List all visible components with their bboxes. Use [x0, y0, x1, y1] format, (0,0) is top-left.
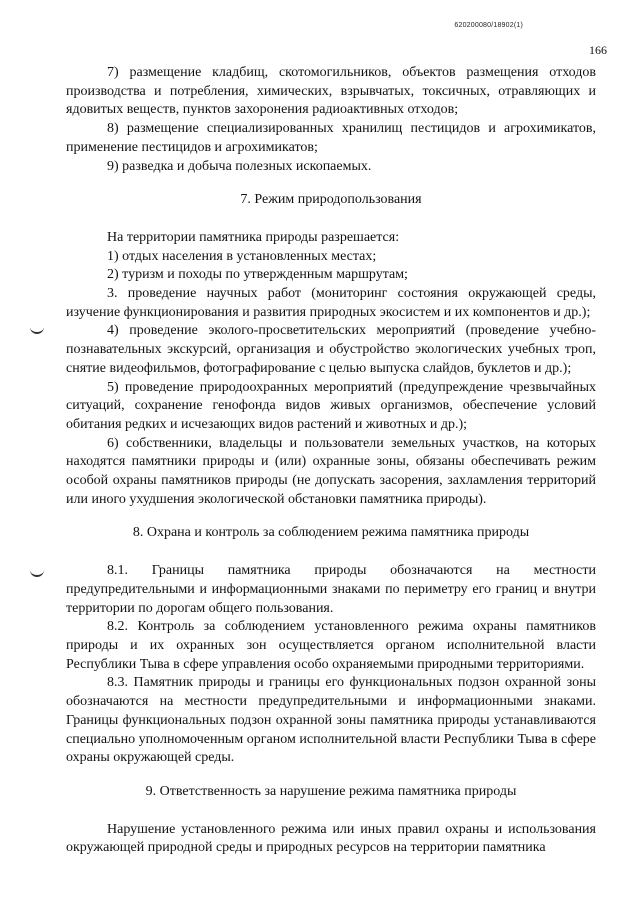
list-item: 8) размещение специализированных хранилищ пестицидов и агрохимикатов, применение пестицидов и агрохимикатов;: [66, 121, 596, 155]
list-item: 9) разведка и добыча полезных ископаемых.: [107, 158, 372, 174]
list-item: 2) туризм и походы по утвержденным маршрутам;: [107, 267, 408, 283]
list-item: 4) проведение эколого-просветительских мероприятий (проведение учебно-познавательных экскурсий, организация и обустройство экологических учебных троп, снятие видеофильмов, фотографирование с целью выпуска слайдов, буклетов и др.);: [66, 323, 596, 376]
margin-mark: [30, 569, 44, 577]
page-number: 166: [589, 43, 607, 57]
list-item: 7) размещение кладбищ, скотомогильников, объектов размещения отходов производства и потребления, химических, взрывчатых, токсичных, отравляющих и ядовитых веществ, пунктов захоронения радиоактивных отходов;: [66, 65, 596, 118]
paragraph: 8.1. Границы памятника природы обозначаются на местности предупредительными и информационными знаками по периметру его границ и внутри территории по дорогам общего пользования.: [66, 563, 596, 616]
section-heading-8: 8. Охрана и контроль за соблюдением режима памятника природы: [132, 525, 530, 541]
section-heading-7: 7. Режим природопользования: [240, 192, 422, 208]
list-item: 3. проведение научных работ (мониторинг состояния окружающей среды, изучение функционирования и развития природных экосистем и их компонентов и др.);: [66, 286, 596, 320]
list-item: 5) проведение природоохранных мероприятий (предупреждение чрезвычайных ситуаций, сохранение генофонда видов живых организмов, обеспечение условий обитания редких и исчезающих видов растений и животных и др.);: [66, 379, 596, 432]
paragraph: Нарушение установленного режима или иных правил охраны и использования окружающей природной среды и природных ресурсов на территории памятника: [66, 821, 596, 856]
document-id: 620200080/18902(1): [454, 22, 523, 29]
document-body: [66, 64, 596, 858]
list-item: 1) отдых населения в установленных местах;: [107, 248, 377, 264]
paragraph: 8.2. Контроль за соблюдением установленного режима охраны памятников природы и их охранных зон осуществляется органом исполнительной власти Республики Тыва в сфере управления особо охраняемыми природными территориями.: [66, 619, 596, 672]
list-item: 6) собственники, владельцы и пользователи земельных участков, на которых находятся памятники природы и (или) охранные зоны, обязаны обеспечивать режим особой охраны памятников природы (не допускать засорения, захламления территорий или иного ухудшения экологической обстановки памятника природы).: [66, 435, 596, 507]
paragraph: На территории памятника природы разрешается:: [107, 229, 400, 245]
paragraph: 8.3. Памятник природы и границы его функциональных подзон охранной зоны обозначаются на местности предупредительными и информационными знаками. Границы функциональных подзон охранной зоны памятника природы устанавливаются специально уполномоченным органом исполнительной власти Республики Тыва в сфере охраны окружающей среды.: [66, 675, 596, 766]
margin-mark: [30, 326, 44, 334]
section-heading-9: 9. Ответственность за нарушение режима памятника природы: [145, 783, 517, 799]
